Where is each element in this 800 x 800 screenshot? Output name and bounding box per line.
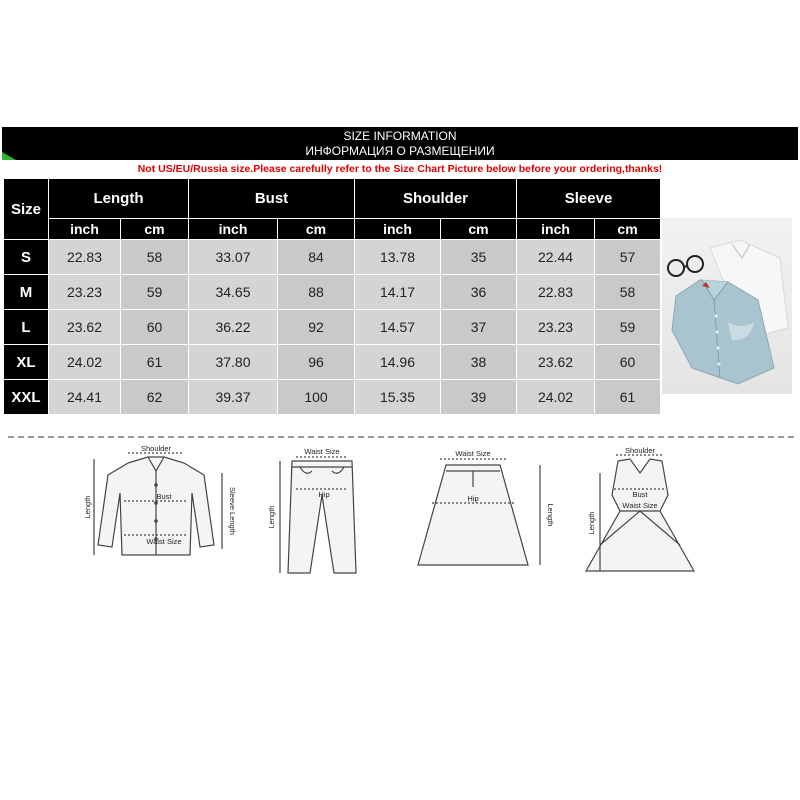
value-cell: 84 <box>278 240 355 275</box>
value-cell: 23.23 <box>517 310 595 345</box>
shirt-bust-label: Bust <box>156 492 172 501</box>
value-cell: 58 <box>595 275 661 310</box>
unit-header: cm <box>121 219 189 240</box>
bust-header: Bust <box>189 179 355 219</box>
value-cell: 24.02 <box>517 380 595 415</box>
value-cell: 61 <box>595 380 661 415</box>
shirt-length-label: Length <box>83 495 92 519</box>
shirt-shoulder-label: Shoulder <box>140 445 172 453</box>
unit-header: cm <box>595 219 661 240</box>
unit-header: inch <box>517 219 595 240</box>
pants-length-label: Length <box>267 505 276 529</box>
unit-header: cm <box>278 219 355 240</box>
sleeve-header: Sleeve <box>517 179 661 219</box>
size-column-header: Size <box>4 179 49 240</box>
table-row <box>4 310 661 345</box>
dress-shoulder-label: Shoulder <box>624 446 656 455</box>
value-cell: 100 <box>278 380 355 415</box>
value-cell: 58 <box>121 240 189 275</box>
value-cell: 96 <box>278 345 355 380</box>
value-cell: 36.22 <box>189 310 278 345</box>
table-row <box>4 345 661 380</box>
value-cell: 22.44 <box>517 240 595 275</box>
dress-waist-label: Waist Size <box>622 501 658 510</box>
product-photo <box>662 218 792 394</box>
value-cell: 60 <box>121 310 189 345</box>
pants-waist-label: Waist Size <box>304 447 340 456</box>
value-cell: 22.83 <box>517 275 595 310</box>
value-cell: 61 <box>121 345 189 380</box>
size-notice: Not US/EU/Russia size.Please carefully refer to the Size Chart Picture below before your ordering,thanks! <box>137 163 663 175</box>
value-cell: 13.78 <box>355 240 441 275</box>
section-divider <box>8 436 794 438</box>
value-cell: 36 <box>441 275 517 310</box>
value-cell: 59 <box>121 275 189 310</box>
value-cell: 24.02 <box>49 345 121 380</box>
pants-hip-label: Hip <box>318 490 330 499</box>
unit-header: inch <box>355 219 441 240</box>
value-cell: 23.62 <box>517 345 595 380</box>
size-cell: XL <box>4 345 49 380</box>
size-chart-table <box>3 178 661 415</box>
size-cell: M <box>4 275 49 310</box>
table-row <box>4 240 661 275</box>
value-cell: 14.17 <box>355 275 441 310</box>
unit-header: inch <box>49 219 121 240</box>
value-cell: 39 <box>441 380 517 415</box>
value-cell: 34.65 <box>189 275 278 310</box>
shoulder-header: Shoulder <box>355 179 517 219</box>
shirt-photo-illustration <box>662 218 792 394</box>
size-cell: L <box>4 310 49 345</box>
shirt-sleeve-label: Sleeve Length <box>228 487 237 535</box>
length-header: Length <box>49 179 189 219</box>
pants-diagram <box>280 457 356 573</box>
skirt-diagram <box>418 459 540 565</box>
unit-header: cm <box>441 219 517 240</box>
value-cell: 33.07 <box>189 240 278 275</box>
dress-bust-label: Bust <box>632 490 648 499</box>
value-cell: 92 <box>278 310 355 345</box>
value-cell: 35 <box>441 240 517 275</box>
value-cell: 22.83 <box>49 240 121 275</box>
unit-header: inch <box>189 219 278 240</box>
value-cell: 37.80 <box>189 345 278 380</box>
title-russian: ИНФОРМАЦИЯ О РАЗМЕЩЕНИИ <box>305 144 495 158</box>
skirt-waist-label: Waist Size <box>455 449 491 458</box>
shirt-waist-label: Waist Size <box>146 537 182 546</box>
size-info-header <box>2 127 798 160</box>
title-english: SIZE INFORMATION <box>343 129 457 143</box>
measurement-diagrams <box>0 445 800 585</box>
value-cell: 14.96 <box>355 345 441 380</box>
value-cell: 38 <box>441 345 517 380</box>
value-cell: 23.23 <box>49 275 121 310</box>
corner-accent <box>2 152 16 160</box>
value-cell: 57 <box>595 240 661 275</box>
value-cell: 60 <box>595 345 661 380</box>
size-cell: S <box>4 240 49 275</box>
table-row <box>4 275 661 310</box>
value-cell: 39.37 <box>189 380 278 415</box>
value-cell: 14.57 <box>355 310 441 345</box>
value-cell: 15.35 <box>355 380 441 415</box>
value-cell: 88 <box>278 275 355 310</box>
dress-length-label: Length <box>587 511 596 535</box>
value-cell: 37 <box>441 310 517 345</box>
table-row <box>4 380 661 415</box>
skirt-length-label: Length <box>546 503 555 527</box>
value-cell: 59 <box>595 310 661 345</box>
dress-diagram <box>586 455 694 571</box>
value-cell: 62 <box>121 380 189 415</box>
value-cell: 24.41 <box>49 380 121 415</box>
skirt-hip-label: Hip <box>467 494 479 503</box>
value-cell: 23.62 <box>49 310 121 345</box>
size-cell: XXL <box>4 380 49 415</box>
